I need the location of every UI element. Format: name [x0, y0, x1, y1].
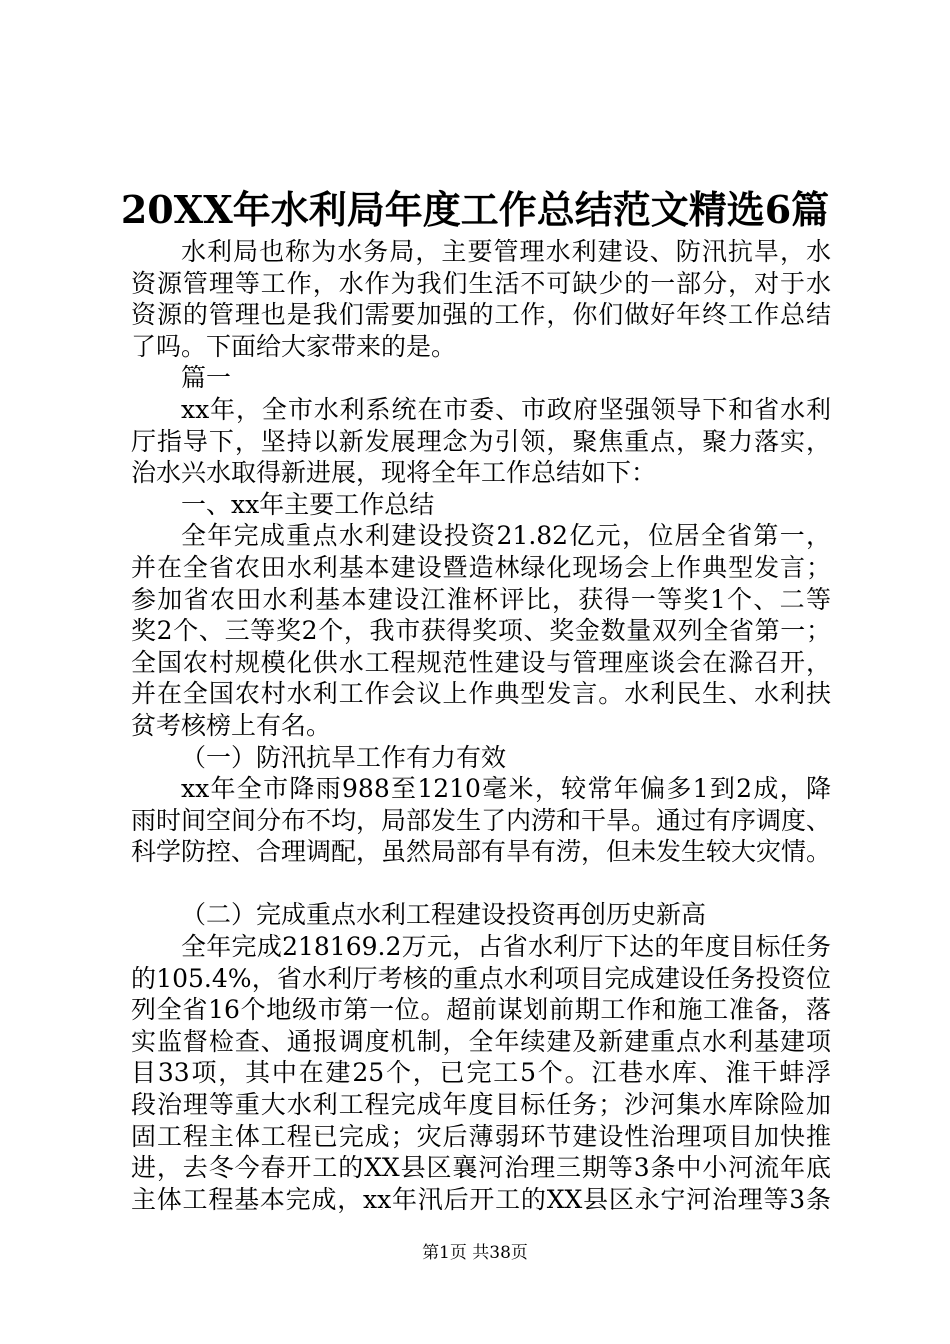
text-line: （二）完成重点水利工程建设投资再创历史新高 [181, 900, 707, 930]
text-line: 雨时间空间分布不均，局部发生了内涝和干旱。通过有序调度、 [131, 805, 832, 835]
text-line: 进，去冬今春开工的XX县区襄河治理三期等3条中小河流年底 [131, 1153, 831, 1183]
text-line: 列全省16个地级市第一位。超前谋划前期工作和施工准备，落 [131, 995, 831, 1025]
text-line: 参加省农田水利基本建设江淮杯评比，获得一等奖1个、二等 [131, 584, 831, 614]
text-line: 科学防控、合理调配，虽然局部有旱有涝，但未发生较大灾情。 [131, 837, 832, 867]
text-line: 固工程主体工程已完成；灾后薄弱环节建设性治理项目加快推 [131, 1121, 831, 1151]
text-line: 的105.4%，省水利厅考核的重点水利项目完成建设任务投资位 [131, 963, 831, 993]
text-line [131, 868, 831, 900]
text-line: 治水兴水取得新进展，现将全年工作总结如下： [131, 458, 657, 488]
text-line: （一）防汛抗旱工作有力有效 [181, 742, 507, 772]
page-footer: 第1页 共38页 [422, 1243, 528, 1263]
text-line: 目33项，其中在建25个，已完工5个。江巷水库、淮干蚌浮 [131, 1058, 831, 1088]
text-line: 一、xx年主要工作总结 [181, 489, 435, 519]
text-line: xx年全市降雨988至1210毫米，较常年偏多1到2成，降 [181, 774, 831, 804]
text-line: 厅指导下，坚持以新发展理念为引领，聚焦重点，聚力落实， [131, 426, 831, 456]
text-line: 奖2个、三等奖2个，我市获得奖项、奖金数量双列全省第一； [131, 616, 831, 646]
text-line: 段治理等重大水利工程完成年度目标任务；沙河集水库除险加 [131, 1090, 831, 1120]
text-line: 全年完成218169.2万元，占省水利厅下达的年度目标任务 [181, 932, 831, 962]
text-line: 水利局也称为水务局，主要管理水利建设、防汛抗旱，水 [181, 237, 831, 266]
text-line: 实监督检查、通报调度机制，全年续建及新建重点水利基建项 [131, 1026, 831, 1056]
text-line: 篇一 [181, 363, 232, 393]
text-line: 并在全国农村水利工作会议上作典型发言。水利民生、水利扶 [131, 679, 831, 709]
text-line: 贫考核榜上有名。 [131, 710, 332, 740]
text-line: xx年，全市水利系统在市委、市政府坚强领导下和省水利 [181, 394, 831, 424]
text-line: 资源的管理也是我们需要加强的工作，你们做好年终工作总结 [131, 300, 831, 330]
text-line: 资源管理等工作，水作为我们生活不可缺少的一部分，对于水 [131, 268, 831, 298]
text-line: 全国农村规模化供水工程规范性建设与管理座谈会在滁召开， [131, 647, 831, 677]
document-title: 20XX年水利局年度工作总结范文精选6篇 [120, 187, 830, 232]
document-body [131, 236, 831, 1215]
text-line: 并在全省农田水利基本建设暨造林绿化现场会上作典型发言； [131, 552, 831, 582]
text-line: 主体工程基本完成，xx年汛后开工的XX县区永宁河治理等3条 [131, 1184, 831, 1214]
text-line: 全年完成重点水利建设投资21.82亿元，位居全省第一， [181, 521, 831, 551]
text-line: 了吗。下面给大家带来的是。 [131, 331, 457, 361]
